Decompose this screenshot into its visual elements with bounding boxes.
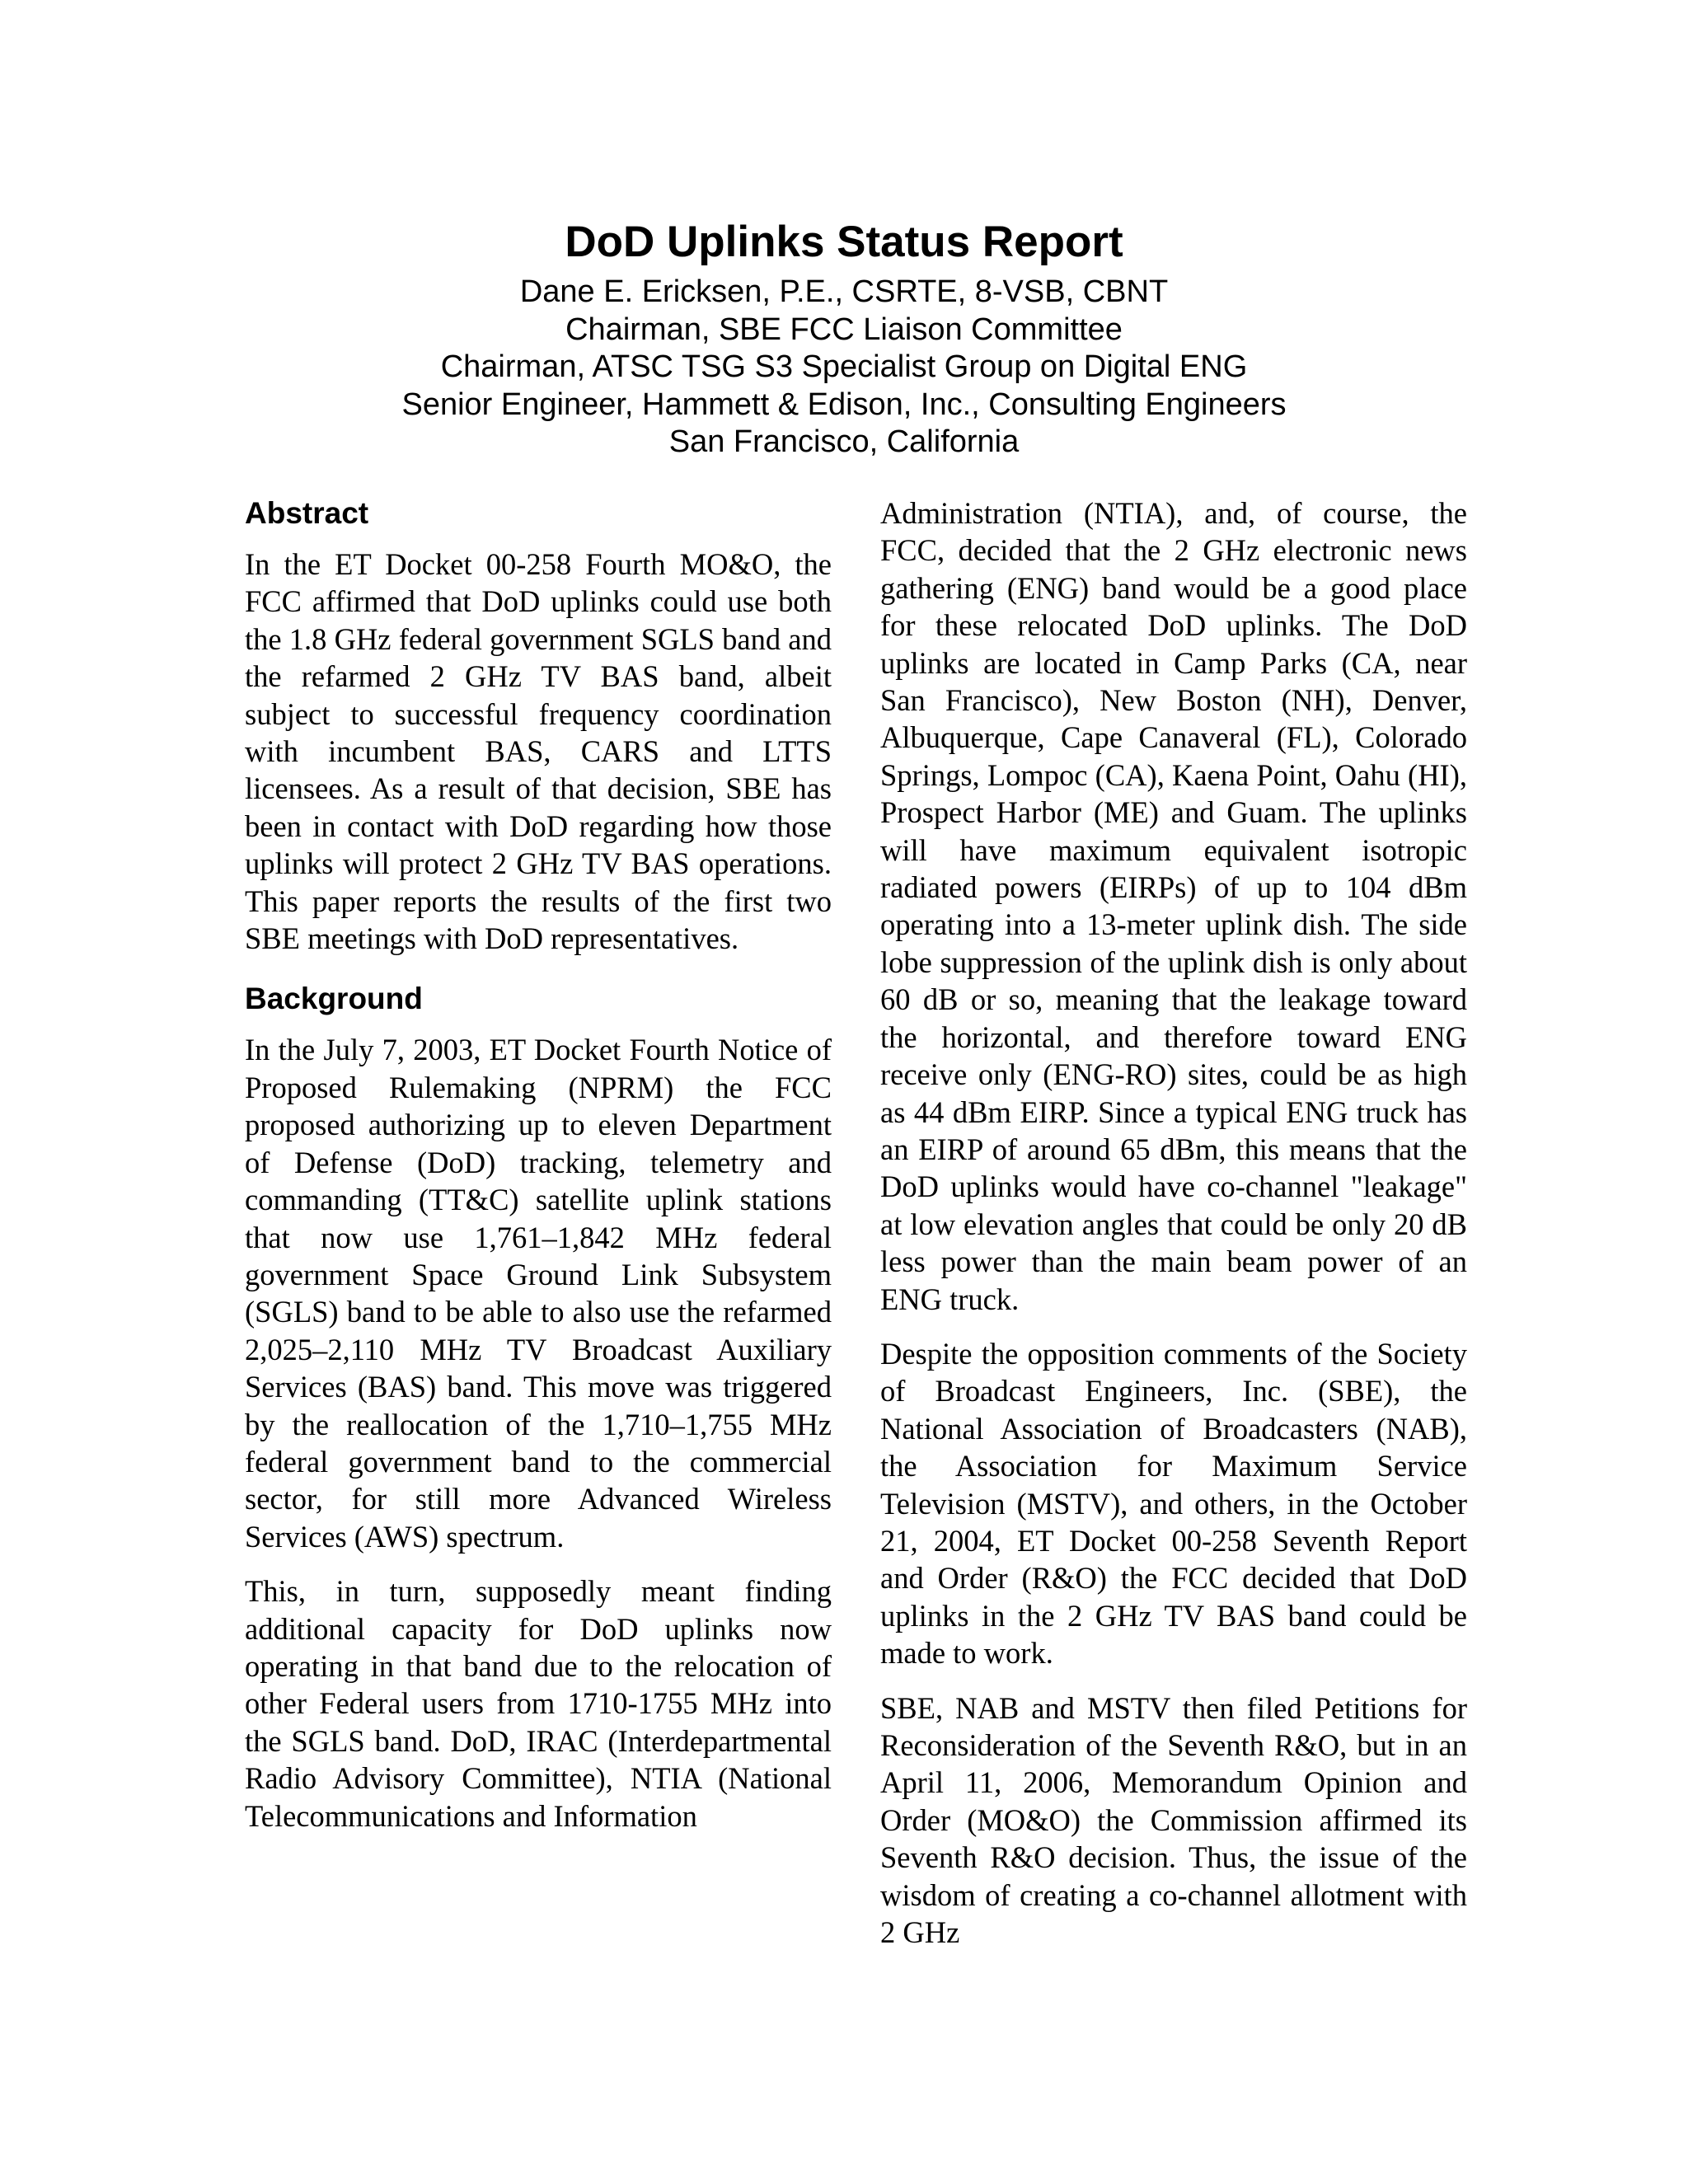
abstract-heading: Abstract (245, 496, 369, 530)
author-affiliation-atsc: Chairman, ATSC TSG S3 Specialist Group on Digital ENG (440, 349, 1248, 384)
paper-title: DoD Uplinks Status Report (565, 218, 1123, 266)
background-heading: Background (245, 982, 423, 1016)
background-paragraph-3: Administration (NTIA), and, of course, the FCC, decided that the 2 GHz electronic news gathering (ENG) band would be a good place for these relocated DoD uplinks. The DoD uplinks are located in Camp Parks (CA, near San Francisco), New Boston (NH), Denver, Albuquerque, Cape Canaveral (FL), Colorado Springs, Lompoc (CA), Kaena Point, Oahu (HI), Prospect Harbor (ME) and Guam. The uplinks will have maximum equivalent isotropic radiated powers (EIRPs) of up to 104 dBm operating into a 13-meter uplink dish. The side lobe suppression of the uplink dish is only about 60 dB or so, meaning that the leakage toward the horizontal, and therefore toward ENG receive only (ENG-RO) sites, could be as high as 44 dBm EIRP. Since a typical ENG truck has an EIRP of around 65 dBm, this means that the DoD uplinks would have co-channel "leakage" at low elevation angles that could be only 20 dB less power than the main beam power of an ENG truck. (880, 496, 1467, 1316)
abstract-paragraph: In the ET Docket 00-258 Fourth MO&O, the FCC affirmed that DoD uplinks could use both the 1.8 GHz federal government SGLS band and the refarmed 2 GHz TV BAS band, albeit subject to successful frequency coordination with incumbent BAS, CARS and LTTS licensees. As a result of that decision, SBE has been in contact with DoD regarding how those uplinks will protect 2 GHz TV BAS operations. This paper reports the results of the first two SBE meetings with DoD representatives. (245, 547, 832, 956)
paper-header (0, 216, 1688, 462)
author-affiliation-employer: Senior Engineer, Hammett & Edison, Inc., Consulting Engineers (401, 387, 1287, 422)
author-affiliation-sbe: Chairman, SBE FCC Liaison Committee (565, 312, 1123, 347)
right-column (880, 494, 1467, 1968)
background-paragraph-4: Despite the opposition comments of the Society of Broadcast Engineers, Inc. (SBE), the National Association of Broadcasters (NAB), the Association for Maximum Service Television (MSTV), and others, in the October 21, 2004, ET Docket 00-258 Seventh Report and Order (R&O) the FCC decided that DoD uplinks in the 2 GHz TV BAS band could be made to work. (880, 1336, 1467, 1671)
author-name: Dane E. Ericksen, P.E., CSRTE, 8-VSB, CBNT (519, 274, 1169, 309)
background-paragraph-2: This, in turn, supposedly meant finding additional capacity for DoD uplinks now operating in that band due to the relocation of other Federal users from 1710-1755 MHz into the SGLS band. DoD, IRAC (Interdepartmental Radio Advisory Committee), NTIA (National Telecommunications and Information (245, 1574, 832, 1833)
background-paragraph-5: SBE, NAB and MSTV then filed Petitions for Reconsideration of the Seventh R&O, but in an April 11, 2006, Memorandum Opinion and Order (MO&O) the Commission affirmed its Seventh R&O decision. Thus, the issue of the wisdom of creating a co-channel allotment with 2 GHz (880, 1690, 1467, 1950)
left-column (245, 494, 832, 1852)
background-paragraph-1: In the July 7, 2003, ET Docket Fourth Notice of Proposed Rulemaking (NPRM) the FCC proposed authorizing up to eleven Department of Defense (DoD) tracking, telemetry and commanding (TT&C) satellite uplink stations that now use 1,761–1,842 MHz federal government Space Ground Link Subsystem (SGLS) band to be able to also use the refarmed 2,025–2,110 MHz TV Broadcast Auxiliary Services (BAS) band. This move was triggered by the reallocation of the 1,710–1,755 MHz federal government band to the commercial sector, for still more Advanced Wireless Services (AWS) spectrum. (245, 1033, 832, 1554)
author-location: San Francisco, California (668, 424, 1020, 459)
